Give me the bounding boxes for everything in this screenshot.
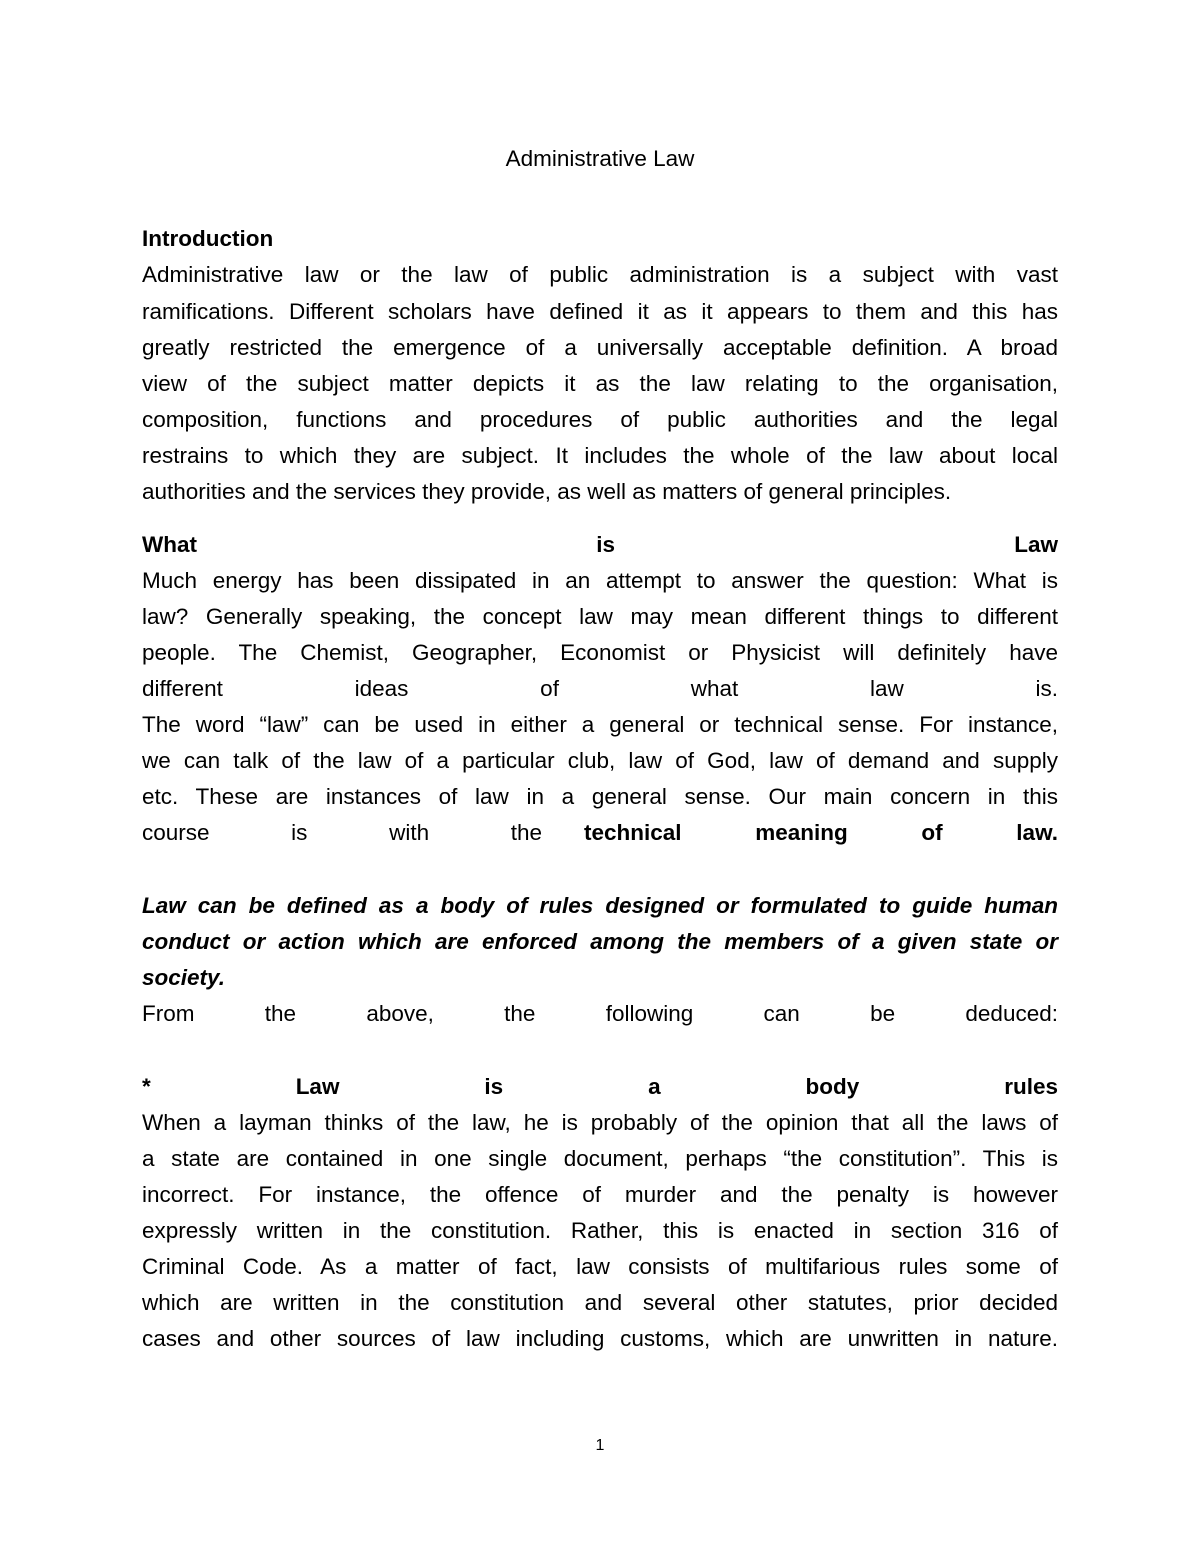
what-is-law-line: Much energy has been dissipated in an attempt to answer the question: What is (142, 568, 1058, 593)
document-body (142, 0, 1058, 1553)
intro-line: Administrative law or the law of public administration is a subject with vast (142, 262, 1058, 287)
what-is-law-line: etc. These are instances of law in a general sense. Our main concern in this (142, 784, 1058, 809)
definition-line: conduct or action which are enforced among the members of a given state or (142, 929, 1058, 954)
section-heading-what-is-law: What is Law (142, 532, 1058, 557)
page-number: 1 (595, 1437, 605, 1454)
what-is-law-line: different ideas of what law is. (142, 676, 1058, 701)
deduce-line: From the above, the following can be deduced: (142, 1001, 1058, 1026)
what-is-law-line: The word “law” can be used in either a general or technical sense. For instance, (142, 712, 1058, 737)
definition-line: society. (142, 965, 225, 990)
last-line-plain-text: course is with the (142, 820, 542, 845)
body-of-rules-line: a state are contained in one single document, perhaps “the constitution”. This is (142, 1146, 1058, 1171)
intro-line: authorities and the services they provide, as well as matters of general principles. (142, 479, 952, 504)
what-is-law-line: law? Generally speaking, the concept law may mean different things to different (142, 604, 1058, 629)
intro-line: composition, functions and procedures of public authorities and the legal (142, 407, 1058, 432)
section-heading-body-of-rules: * Law is a body rules (142, 1074, 1058, 1099)
body-of-rules-line: When a layman thinks of the law, he is probably of the opinion that all the laws of (142, 1110, 1058, 1135)
intro-line: greatly restricted the emergence of a universally acceptable definition. A broad (142, 335, 1058, 360)
last-line-bold-text: technical meaning of law. (584, 820, 1058, 845)
section-heading-introduction: Introduction (142, 226, 274, 251)
body-of-rules-line: which are written in the constitution and several other statutes, prior decided (142, 1290, 1058, 1315)
intro-line: ramifications. Different scholars have defined it as it appears to them and this has (142, 299, 1058, 324)
body-of-rules-line: incorrect. For instance, the offence of murder and the penalty is however (142, 1182, 1058, 1207)
body-of-rules-line: Criminal Code. As a matter of fact, law consists of multifarious rules some of (142, 1254, 1058, 1279)
intro-line: view of the subject matter depicts it as the law relating to the organisation, (142, 371, 1058, 396)
body-of-rules-line: cases and other sources of law including customs, which are unwritten in nature. (142, 1326, 1058, 1351)
what-is-law-last-line (142, 818, 1058, 848)
what-is-law-line: we can talk of the law of a particular club, law of God, law of demand and supply (142, 748, 1058, 773)
what-is-law-line: people. The Chemist, Geographer, Economist or Physicist will definitely have (142, 640, 1058, 665)
intro-line: restrains to which they are subject. It includes the whole of the law about local (142, 443, 1058, 468)
document-title: Administrative Law (505, 146, 695, 171)
definition-line: Law can be defined as a body of rules designed or formulated to guide human (142, 893, 1058, 918)
body-of-rules-line: expressly written in the constitution. Rather, this is enacted in section 316 of (142, 1218, 1058, 1243)
